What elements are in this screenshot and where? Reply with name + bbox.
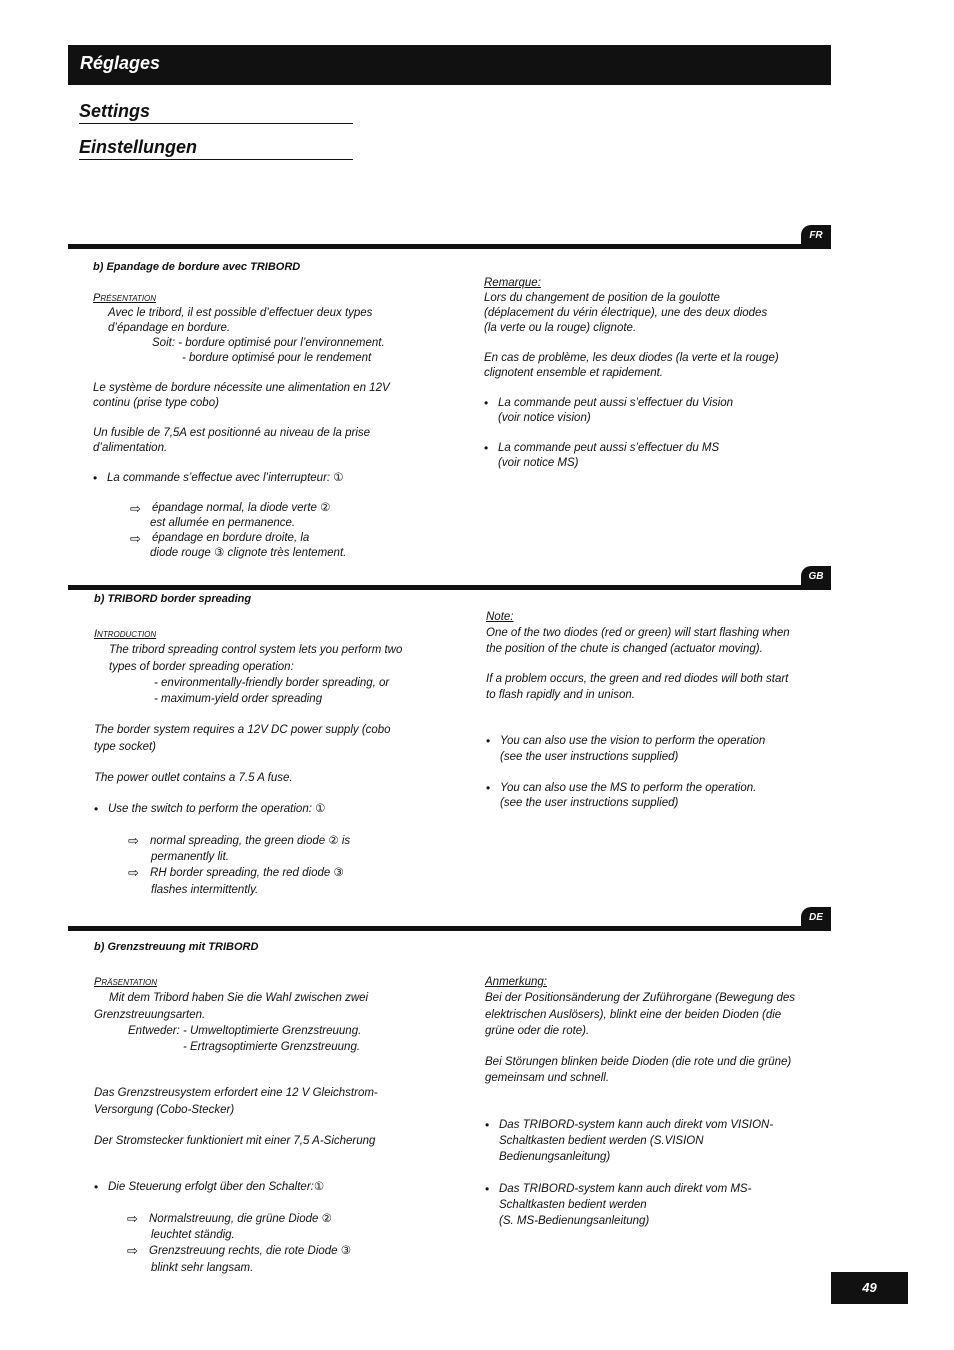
gb-bullet-text: (see the user instructions supplied) (500, 750, 679, 763)
tab-de: DE (801, 907, 831, 927)
section-title-de: b) Grenzstreuung mit TRIBORD (94, 941, 259, 953)
fr-note-text: clignotent ensemble et rapidement. (484, 367, 663, 379)
tab-fr: FR (801, 225, 831, 245)
de-arrow-text: Grenzstreuung rechts, die rote Diode ③ (149, 1245, 352, 1258)
subtitle-german: Einstellungen (79, 137, 353, 160)
gb-left-column (94, 626, 454, 898)
gb-paragraph: The border system requires a 12V DC power supply (cobo (94, 724, 391, 737)
arrow-right-icon: ⇨ (127, 1243, 138, 1259)
fr-arrow-text: diode rouge ③ clignote très lentement. (150, 547, 347, 559)
section-title-gb: b) TRIBORD border spreading (94, 593, 252, 605)
de-note-text: Bei Störungen blinken beide Dioden (die rote und die grüne) (485, 1056, 792, 1069)
gb-bullet-item (486, 734, 826, 766)
gb-arrow-text: flashes intermittently. (151, 883, 259, 896)
fr-bullet-text: (voir notice MS) (498, 457, 579, 469)
de-note-heading: Anmerkung: (485, 976, 548, 988)
fr-intro-line: Avec le tribord, il est possible d’effectuer deux types (108, 307, 373, 319)
fr-bullet-item (484, 396, 824, 426)
de-arrow-text: Normalstreuung, die grüne Diode ② (149, 1212, 332, 1225)
gb-bullet-text: (see the user instructions supplied) (500, 797, 679, 810)
fr-bullet-text: La commande s’effectue avec l’interrupteur: ① (107, 472, 344, 484)
gb-note-text: One of the two diodes (red or green) will start flashing when (486, 626, 790, 639)
fr-bullet-item (484, 441, 824, 471)
gb-right-column (486, 610, 826, 812)
header-bar (68, 45, 831, 85)
section-divider-de (68, 926, 831, 931)
de-bullet-item (94, 1179, 454, 1195)
bullet-icon: • (485, 1181, 490, 1196)
fr-option-line: Soit: - bordure optimisé pour l’environnement. (152, 337, 385, 349)
de-right-column (485, 974, 830, 1230)
de-bullet-text: Das TRIBORD-system kann auch direkt vom VISION- (499, 1118, 774, 1131)
bullet-icon: • (94, 1180, 99, 1195)
fr-note-text: (la verte ou la rouge) clignote. (484, 322, 637, 334)
fr-arrow-item (130, 501, 453, 516)
gb-bullet-text: You can also use the vision to perform the operation (500, 734, 766, 747)
gb-paragraph: The power outlet contains a 7.5 A fuse. (94, 772, 293, 785)
fr-arrow-item (130, 531, 453, 546)
de-note-text: elektrischen Auslösers), blinkt eine der beiden Dioden (die (485, 1008, 782, 1021)
section-divider-gb (68, 585, 831, 590)
de-note-text: grüne oder die rote). (485, 1024, 590, 1037)
gb-note-heading: Note: (486, 611, 514, 623)
gb-bullet-item (94, 801, 454, 817)
fr-right-column (484, 276, 824, 471)
fr-paragraph: d’alimentation. (93, 442, 168, 454)
arrow-right-icon: ⇨ (128, 832, 139, 848)
de-bullet-text: Bedienungsanleitung) (499, 1151, 611, 1164)
de-bullet-text: Das TRIBORD-system kann auch direkt vom MS- (499, 1182, 752, 1195)
de-intro-line: Mit dem Tribord haben Sie die Wahl zwischen zwei (109, 992, 369, 1005)
fr-bullet-text: La commande peut aussi s’effectuer du MS (498, 442, 720, 454)
gb-intro-line: The tribord spreading control system lets you perform two (109, 644, 403, 657)
fr-note-text: En cas de problème, les deux diodes (la verte et la rouge) (484, 352, 779, 364)
de-arrow-item (127, 1211, 454, 1227)
de-bullet-text: Schaltkasten bedient werden (S.VISION (499, 1135, 704, 1148)
de-option-line: Entweder: - Umweltoptimierte Grenzstreuung. (128, 1024, 362, 1037)
gb-arrow-text: RH border spreading, the red diode ③ (150, 867, 344, 880)
arrow-right-icon: ⇨ (130, 501, 141, 516)
gb-bullet-item (486, 781, 826, 813)
fr-option-line: - bordure optimisé pour le rendement (182, 352, 372, 364)
fr-note-heading: Remarque: (484, 277, 541, 289)
arrow-right-icon: ⇨ (130, 531, 141, 546)
fr-left-column (93, 291, 453, 561)
de-arrow-item (127, 1243, 454, 1259)
fr-intro-line: d’épandage en bordure. (108, 322, 231, 334)
gb-option-line: - environmentally-friendly border spreading, or (154, 676, 390, 689)
de-left-column (94, 974, 454, 1276)
gb-bullet-text: Use the switch to perform the operation: ① (108, 803, 326, 816)
bullet-icon: • (93, 471, 98, 485)
fr-note-text: Lors du changement de position de la goulotte (484, 292, 720, 304)
gb-paragraph: type socket) (94, 740, 156, 753)
bullet-icon: • (94, 802, 99, 817)
gb-arrow-text: permanently lit. (151, 850, 229, 863)
gb-note-text: to flash rapidly and in unison. (486, 689, 635, 702)
de-arrow-text: blinkt sehr langsam. (151, 1261, 254, 1274)
fr-bullet-text: (voir notice vision) (498, 412, 591, 424)
gb-option-line: - maximum-yield order spreading (154, 693, 323, 706)
fr-heading: Présentation (93, 292, 157, 304)
gb-note-text: the position of the chute is changed (actuator moving). (486, 642, 763, 655)
de-bullet-item (485, 1181, 830, 1230)
fr-arrow-text: épandage normal, la diode verte ② (152, 502, 331, 514)
de-bullet-item (485, 1117, 830, 1166)
page-number: 49 (831, 1272, 908, 1304)
fr-arrow-text: est allumée en permanence. (150, 517, 296, 529)
de-paragraph: Das Grenzstreusystem erfordert eine 12 V Gleichstrom- (94, 1087, 378, 1100)
de-bullet-text: Die Steuerung erfolgt über den Schalter:① (108, 1181, 325, 1194)
gb-intro-line: types of border spreading operation: (109, 660, 294, 673)
de-arrow-text: leuchtet ständig. (151, 1228, 235, 1241)
subtitle-english: Settings (79, 101, 353, 124)
de-paragraph: Versorgung (Cobo-Stecker) (94, 1103, 235, 1116)
arrow-right-icon: ⇨ (128, 865, 139, 881)
fr-bullet-item (93, 471, 453, 486)
gb-bullet-text: You can also use the MS to perform the operation. (500, 781, 757, 794)
de-note-text: gemeinsam und schnell. (485, 1072, 610, 1085)
bullet-icon: • (486, 733, 491, 748)
fr-bullet-text: La commande peut aussi s’effectuer du Vision (498, 397, 734, 409)
section-title-fr: b) Epandage de bordure avec TRIBORD (93, 261, 301, 273)
gb-arrow-item (128, 865, 454, 881)
de-intro-line: Grenzstreuungsarten. (94, 1008, 206, 1021)
gb-note-text: If a problem occurs, the green and red diodes will both start (486, 673, 789, 686)
bullet-icon: • (484, 441, 489, 455)
page-title: Réglages (80, 53, 161, 73)
gb-arrow-item (128, 833, 454, 849)
bullet-icon: • (486, 780, 491, 795)
bullet-icon: • (485, 1117, 490, 1132)
de-bullet-text: (S. MS-Bedienungsanleitung) (499, 1215, 650, 1228)
arrow-right-icon: ⇨ (127, 1210, 138, 1226)
fr-paragraph: continu (prise type cobo) (93, 397, 219, 409)
gb-heading: Introduction (94, 628, 157, 640)
de-heading: Präsentation (94, 976, 158, 988)
de-option-line: - Ertragsoptimierte Grenzstreuung. (183, 1041, 361, 1054)
fr-paragraph: Le système de bordure nécessite une alimentation en 12V (93, 382, 390, 394)
gb-arrow-text: normal spreading, the green diode ② is (150, 834, 351, 847)
fr-arrow-text: épandage en bordure droite, la (152, 532, 310, 544)
de-note-text: Bei der Positionsänderung der Zuführorgane (Bewegung des (485, 992, 796, 1005)
fr-note-text: (déplacement du vérin électrique), une des deux diodes (484, 307, 768, 319)
de-bullet-text: Schaltkasten bedient werden (499, 1198, 647, 1211)
fr-paragraph: Un fusible de 7,5A est positionné au niveau de la prise (93, 427, 371, 439)
bullet-icon: • (484, 396, 489, 410)
tab-gb: GB (801, 566, 831, 586)
de-paragraph: Der Stromstecker funktioniert mit einer 7,5 A-Sicherung (94, 1135, 376, 1148)
section-divider-fr (68, 244, 831, 249)
